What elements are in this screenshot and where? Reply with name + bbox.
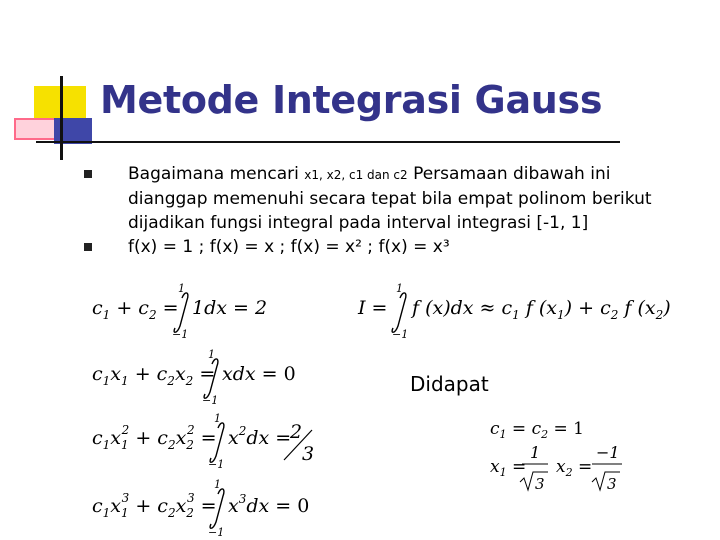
square-bullet-icon — [84, 170, 92, 178]
svg-text:−1: −1 — [596, 443, 620, 462]
result-x1-x2 — [488, 444, 638, 496]
svg-text:1: 1 — [214, 478, 221, 491]
svg-text:x2 =: $x_2$ = — [556, 457, 593, 479]
svg-text:c1 + c2 =: $c_1 + c_2$ = — [92, 297, 179, 322]
svg-text:2: 2 — [290, 421, 303, 443]
equation-1 — [90, 280, 268, 341]
svg-text:−1: −1 — [172, 328, 189, 341]
didapat-label: Didapat — [410, 372, 489, 396]
equation-2 — [90, 346, 296, 407]
svg-text:c1x12 + c2x22 =: $c_1x_12 + c_2x_22$ = — [92, 423, 217, 452]
bullet-text: f(x) = 1 ; f(x) = x ; f(x) = x² ; f(x) = x³ — [128, 237, 450, 257]
svg-text:c1 = c2 = 1: $c_1 = c_2 = 1$ — [490, 419, 584, 441]
slide-title: Metode Integrasi Gauss — [100, 78, 603, 122]
decor-pink-rectangle — [14, 118, 58, 140]
svg-text:c1x13 + c2x23 =: $c_1x_13 + c_2x_23$ = — [92, 491, 217, 520]
svg-text:xdx = 0: xdx = 0 — [222, 363, 296, 385]
svg-text:I =: I = — [358, 297, 388, 319]
svg-text:1: 1 — [530, 443, 541, 462]
svg-text:1: 1 — [208, 348, 215, 361]
svg-text:−1: −1 — [392, 328, 409, 341]
decor-vertical-line — [60, 76, 63, 160]
title-underline — [36, 141, 620, 143]
equation-integral-approx — [356, 280, 671, 341]
svg-text:−1: −1 — [208, 458, 225, 471]
svg-text:x3dx = 0: $x^3dx = 0$ — [228, 492, 310, 517]
svg-text:−1: −1 — [208, 526, 225, 539]
svg-text:1: 1 — [396, 282, 403, 295]
svg-text:3: 3 — [302, 443, 315, 465]
bullet-text: Bagaimana mencari — [128, 164, 305, 184]
svg-text:c1x1 + c2x2 =: $c_1x_1 + c_2x_2$ = — [92, 363, 216, 388]
svg-text:x2dx =: $x^2dx$ = — [228, 424, 292, 449]
svg-text:f (x)dx ≈ c1 f (x1) + c2 f (x2: f $(x)dx \approx c_1$ f $(x_1) + c_2$ f $(x_2)$ — [412, 297, 671, 322]
svg-text:−1: −1 — [202, 394, 219, 407]
svg-text:3: 3 — [607, 475, 617, 493]
equation-3 — [90, 410, 330, 474]
svg-text:1: 1 — [178, 282, 185, 295]
bullet-text: Persamaan dibawah ini — [407, 164, 611, 184]
bullet-item — [84, 162, 684, 235]
bullet-vars: x1, x2, c1 dan c2 — [304, 168, 408, 182]
svg-text:1dx = 2: 1dx = 2 — [192, 297, 268, 319]
square-bullet-icon — [84, 243, 92, 251]
equation-4 — [90, 476, 320, 538]
bullet-text: dijadikan fungsi integral pada interval integrasi [-1, 1] — [128, 213, 589, 233]
bullet-item — [84, 235, 684, 259]
result-c1-c2 — [488, 414, 608, 442]
svg-text:1: 1 — [214, 412, 221, 425]
bullet-list — [84, 162, 684, 259]
svg-text:x1 =: $x_1$ = — [490, 457, 527, 479]
svg-text:3: 3 — [535, 475, 545, 493]
bullet-text: dianggap memenuhi secara tepat bila empat polinom berikut — [128, 189, 652, 209]
